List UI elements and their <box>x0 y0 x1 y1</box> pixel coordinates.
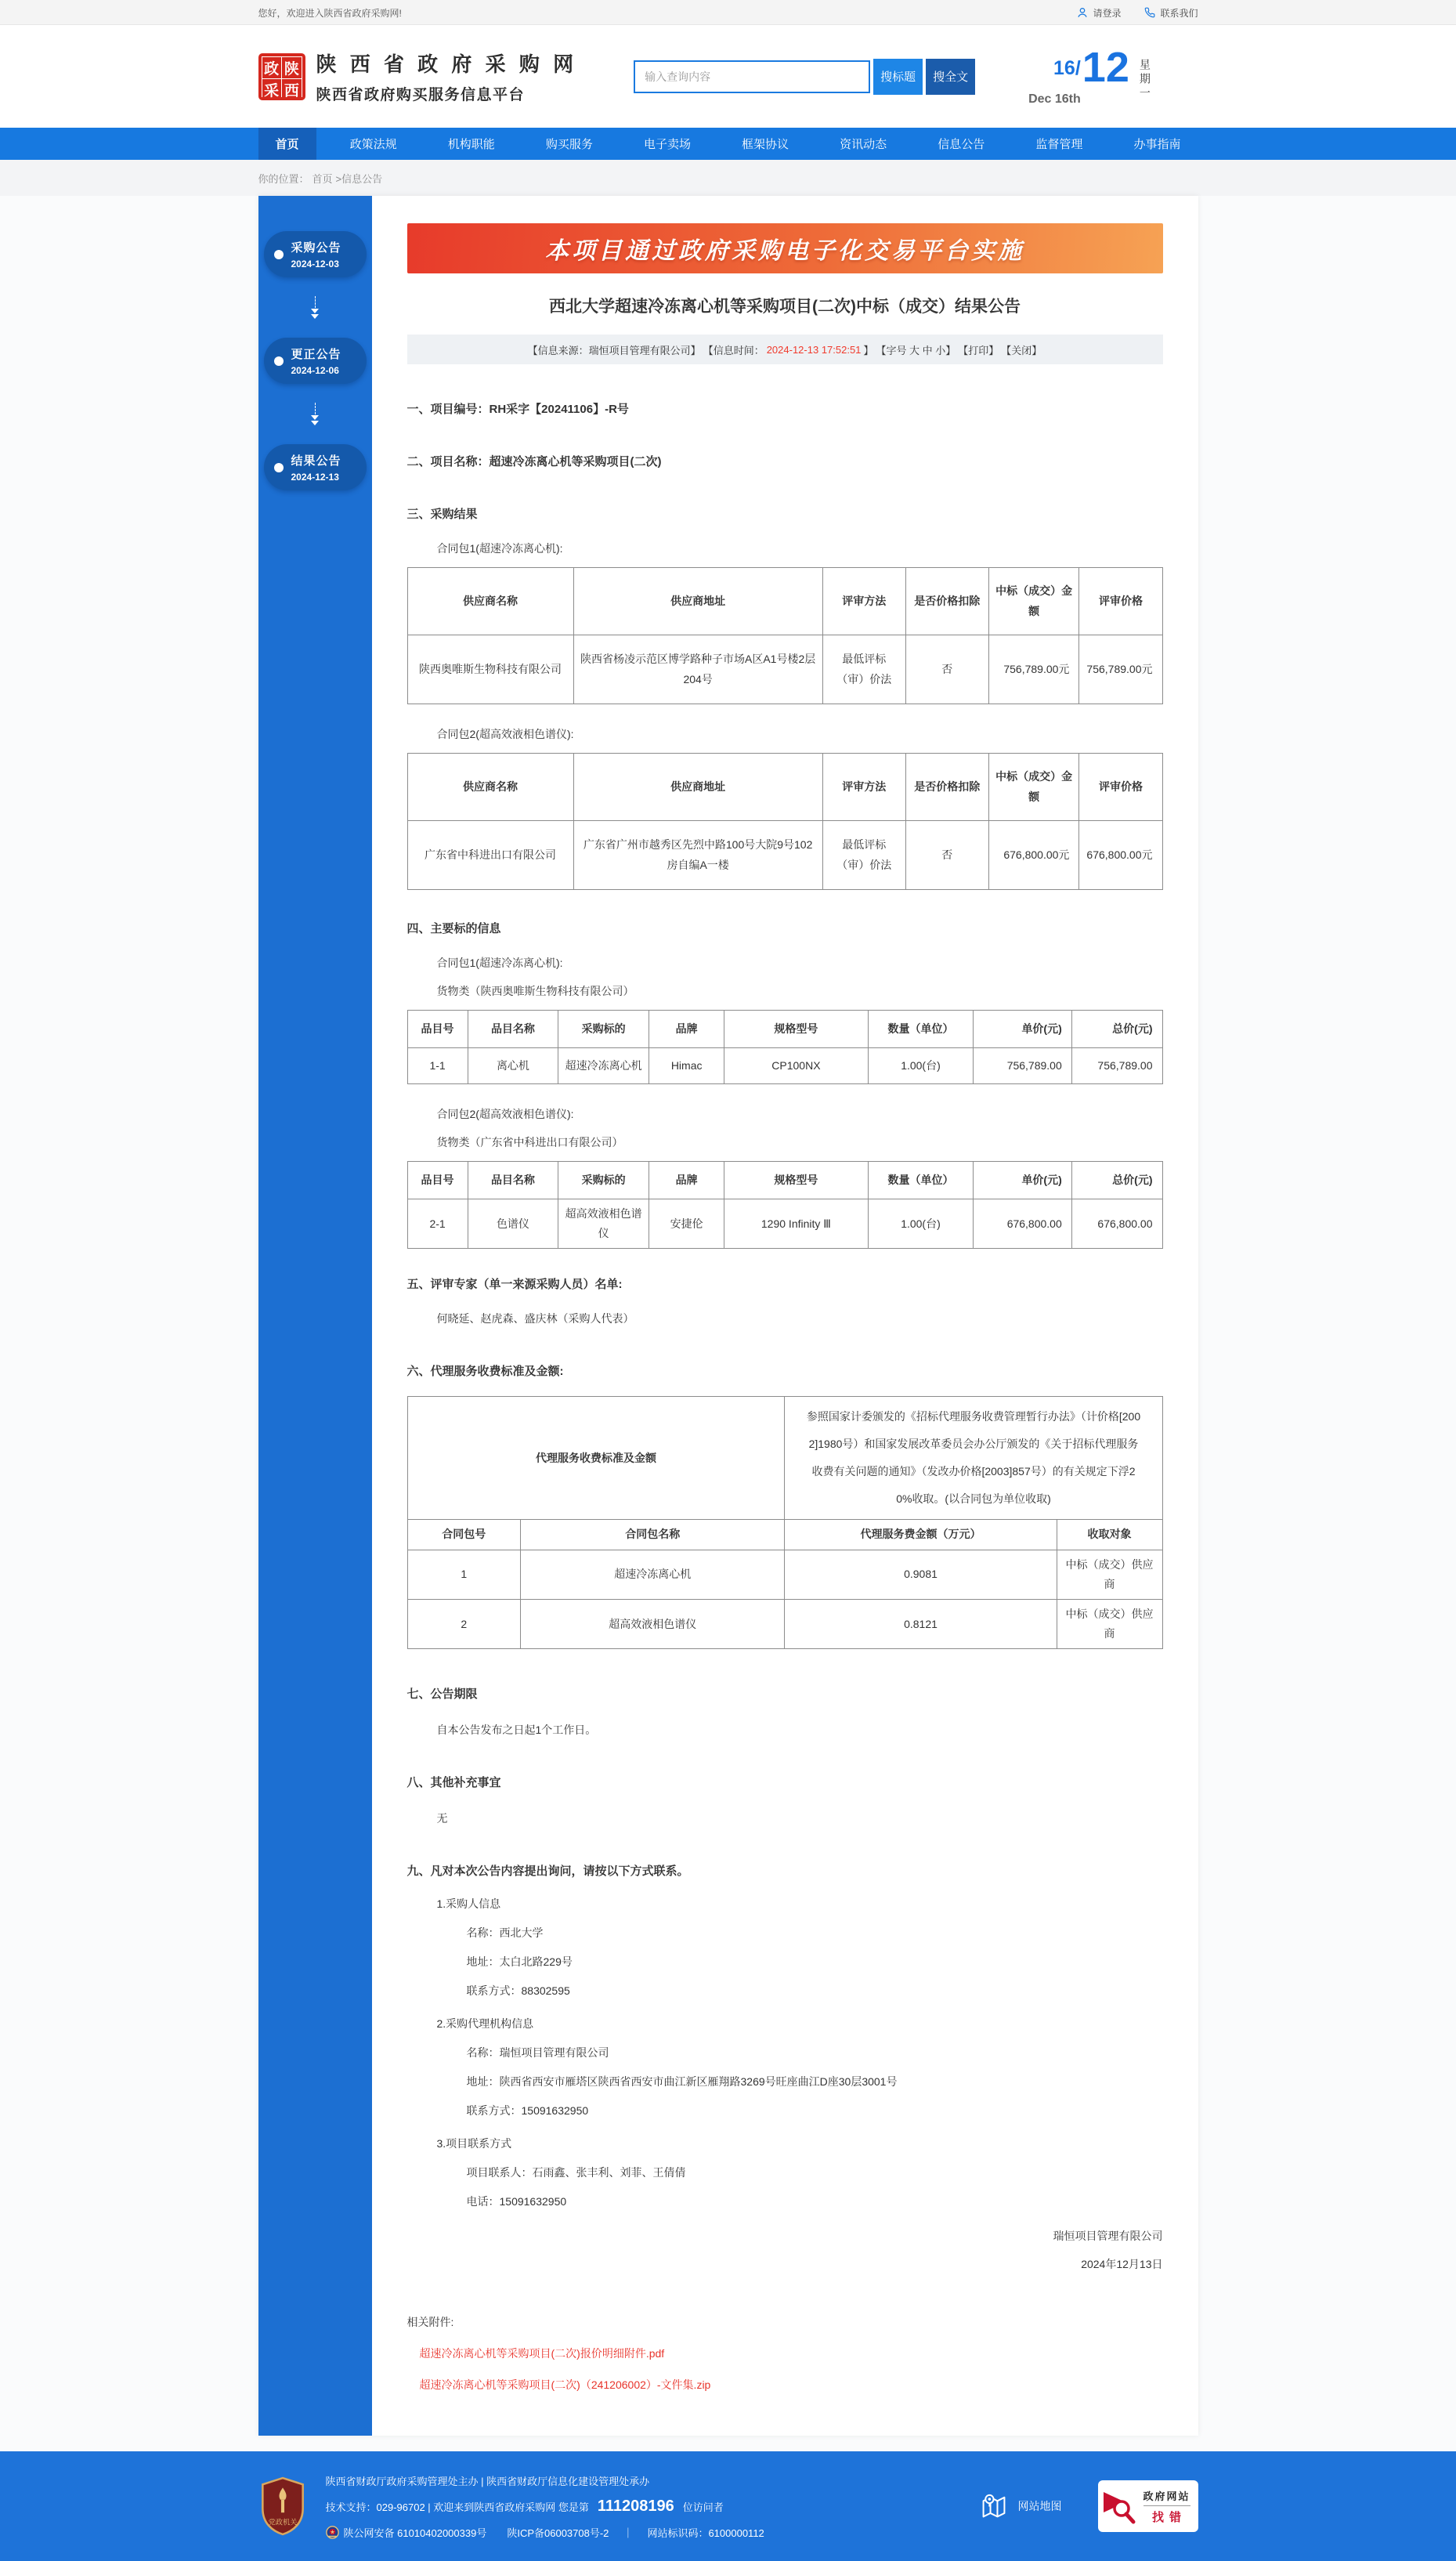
logo-char: 政 <box>262 57 281 78</box>
column-header: 数量（单位） <box>868 1162 974 1199</box>
date-english: Dec 16th <box>1028 92 1081 106</box>
arrow-down-icon <box>307 403 323 425</box>
search-fulltext-button[interactable]: 搜全文 <box>926 59 975 95</box>
topbar <box>0 0 1456 25</box>
welcome-text: 您好，欢迎进入陕西省政府采购网! <box>258 7 402 19</box>
user-icon <box>1077 7 1088 18</box>
date-weekday: 星期一 <box>1138 59 1151 101</box>
timeline-step-date: 2024-12-13 <box>291 472 339 483</box>
table-cell: 否 <box>905 635 988 704</box>
site-header <box>0 25 1456 128</box>
timeline-step-date: 2024-12-03 <box>291 259 339 269</box>
package2-label: 合同包2(超高效液相色谱仪): <box>436 728 574 740</box>
experts-list: 何晓延、赵虎森、盛庆林（采购人代表） <box>436 1312 634 1326</box>
phone-icon <box>1144 7 1155 18</box>
police-badge-icon <box>326 2526 339 2539</box>
column-header: 规格型号 <box>724 1011 868 1048</box>
breadcrumb-prefix: 你的位置： <box>258 172 309 185</box>
table-cell: 756,789.00 <box>974 1048 1071 1084</box>
logo-seal <box>258 53 305 100</box>
nav-item-framework[interactable]: 框架协议 <box>742 138 789 151</box>
platform-banner: 本项目通过政府采购电子化交易平台实施 <box>407 223 1163 273</box>
sitemap-link[interactable] <box>979 2491 1062 2521</box>
table-cell: 676,800.00元 <box>1079 821 1162 890</box>
info-source: 【信息来源：瑞恒项目管理有限公司】 <box>527 344 701 356</box>
column-header: 单价(元) <box>974 1162 1071 1199</box>
other-matters-text: 无 <box>436 1812 448 1825</box>
column-header: 合同包号 <box>407 1520 521 1550</box>
visitor-count: 111208196 <box>597 2497 674 2515</box>
sitemap-label: 网站地图 <box>1017 2500 1062 2513</box>
table-cell: 超高效液相色谱仪 <box>521 1599 785 1648</box>
timeline-sidebar <box>258 196 372 2436</box>
column-header: 品目号 <box>407 1162 468 1199</box>
signature-date: 2024年12月13日 <box>1081 2258 1163 2271</box>
agency-name: 名称：瑞恒项目管理有限公司 <box>466 2046 609 2060</box>
attachment-link-pdf[interactable]: 超速冷冻离心机等采购项目(二次)报价明细附件.pdf <box>419 2347 665 2360</box>
badge-line2: 找错 <box>1151 2510 1187 2524</box>
section-4-heading: 四、主要标的信息 <box>406 922 501 935</box>
table-cell: CP100NX <box>724 1048 868 1084</box>
agency-address: 地址：陕西省西安市雁塔区陕西省西安市曲江新区雁翔路3269号旺座曲江D座30层3001号 <box>466 2075 898 2089</box>
table-cell: 安捷伦 <box>649 1199 724 1249</box>
info-time-suffix: 】 <box>863 344 874 356</box>
column-header: 采购标的 <box>558 1011 649 1048</box>
footer-support-suffix: 位访问者 <box>682 2501 724 2513</box>
column-header: 品目名称 <box>468 1011 558 1048</box>
column-header: 供应商名称 <box>407 754 573 821</box>
table-cell: 0.9081 <box>785 1550 1057 1599</box>
sitemap-map-icon <box>979 2491 1009 2521</box>
print-button[interactable]: 【打印】 <box>958 344 999 356</box>
table-row <box>407 1048 1162 1084</box>
items-table-package1 <box>407 1010 1163 1084</box>
table-cell: 676,800.00 <box>1071 1199 1162 1249</box>
timeline-step-purchase-notice[interactable] <box>264 231 367 277</box>
table-cell: 超速冷冻离心机 <box>521 1550 785 1599</box>
nav-item-functions[interactable]: 机构职能 <box>447 138 495 151</box>
agency-fee-table <box>407 1396 1163 1649</box>
table-row <box>407 821 1162 890</box>
fee-standard-label: 代理服务收费标准及金额 <box>407 1397 785 1520</box>
contact-link[interactable] <box>1144 6 1198 20</box>
section-6-heading: 六、代理服务收费标准及金额: <box>406 1365 564 1379</box>
table-row <box>407 1599 1162 1648</box>
table-cell: Himac <box>649 1048 724 1084</box>
government-emblem-icon <box>258 2476 307 2536</box>
main-nav <box>0 128 1456 160</box>
column-header: 评审价格 <box>1079 754 1162 821</box>
column-header: 规格型号 <box>724 1162 868 1199</box>
purchaser-address: 地址：太白北路229号 <box>466 1955 573 1969</box>
table-cell: 超高效液相色谱仪 <box>558 1199 649 1249</box>
purchaser-phone: 联系方式：88302595 <box>466 1984 570 1998</box>
items-table-package2 <box>407 1161 1163 1249</box>
footer-divider: ｜ <box>623 2527 634 2539</box>
footer-support-prefix: 技术支持：029-96702 | 欢迎来到陕西省政府采购网 您是第 <box>325 2501 589 2513</box>
project-contacts: 项目联系人：石雨鑫、张丰利、刘菲、王倩倩 <box>466 2166 686 2179</box>
package2-label-s4: 合同包2(超高效液相色谱仪): <box>436 1108 574 1120</box>
table-cell: 1.00(台) <box>868 1199 974 1249</box>
fee-standard-description: 参照国家计委颁发的《招标代理服务收费管理暂行办法》（计价格[2002]1980号）和国家发展改革委员会办公厅颁发的《关于招标代理服务收费有关问题的通知》（发改办价格[2003]857号）的有关规定下浮20%收取。(以合同包为单位收取) <box>785 1397 1162 1520</box>
table-cell: 中标（成交）供应商 <box>1057 1599 1162 1648</box>
contact-label: 联系我们 <box>1160 7 1198 19</box>
column-header: 品牌 <box>649 1162 724 1199</box>
article-meta-bar <box>407 335 1163 364</box>
column-header: 采购标的 <box>558 1162 649 1199</box>
column-header: 供应商地址 <box>573 754 822 821</box>
table-cell: 陕西奥唯斯生物科技有限公司 <box>407 635 573 704</box>
timeline-step-result-notice[interactable] <box>264 444 367 490</box>
font-size-control[interactable]: 【字号 大 中 小】 <box>876 344 956 356</box>
nav-item-emall[interactable]: 电子卖场 <box>643 138 691 151</box>
column-header: 中标（成交）金额 <box>988 568 1079 635</box>
column-header: 合同包名称 <box>521 1520 785 1550</box>
breadcrumb-current: >信息公告 <box>335 172 383 185</box>
content-panel <box>258 196 1198 2436</box>
emblem-text: 党政机关 <box>268 2518 297 2527</box>
site-logo[interactable] <box>258 49 578 104</box>
badge-divider <box>1143 2505 1190 2506</box>
timeline-step-label: 采购公告 <box>291 241 341 255</box>
column-header: 供应商名称 <box>407 568 573 635</box>
nav-item-home[interactable]: 首页 <box>258 128 316 160</box>
table-cell: 1.00(台) <box>868 1048 974 1084</box>
column-header: 是否价格扣除 <box>905 754 988 821</box>
table-row <box>407 635 1162 704</box>
column-header: 收取对象 <box>1057 1520 1162 1550</box>
section-5-heading: 五、评审专家（单一来源采购人员）名单: <box>406 1278 623 1292</box>
column-header: 评审方法 <box>822 754 905 821</box>
nav-item-purchase-service[interactable]: 购买服务 <box>545 138 593 151</box>
timeline-step-date: 2024-12-06 <box>291 365 339 376</box>
nav-item-guide[interactable]: 办事指南 <box>1133 138 1181 151</box>
category1-label: 货物类（陕西奥唯斯生物科技有限公司） <box>436 985 634 997</box>
column-header: 总价(元) <box>1071 1011 1162 1048</box>
timeline-step-correction-notice[interactable] <box>264 338 367 384</box>
agency-phone: 联系方式：15091632950 <box>466 2104 589 2118</box>
section-8-heading: 八、其他补充事宜 <box>406 1776 501 1790</box>
close-button[interactable]: 【关闭】 <box>1001 344 1042 356</box>
table-cell: 2-1 <box>407 1199 468 1249</box>
column-header: 评审价格 <box>1079 568 1162 635</box>
attachment-link-zip[interactable]: 超速冷冻离心机等采购项目(二次)（241206002）-文件集.zip <box>419 2378 711 2392</box>
column-header: 评审方法 <box>822 568 905 635</box>
package1-label: 合同包1(超速冷冻离心机): <box>436 542 563 555</box>
login-label: 请登录 <box>1093 7 1122 19</box>
table-cell: 676,800.00 <box>974 1199 1071 1249</box>
attachments-label: 相关附件: <box>406 2316 454 2329</box>
table-cell: 756,789.00元 <box>1079 635 1162 704</box>
table-cell: 756,789.00 <box>1071 1048 1162 1084</box>
column-header: 单价(元) <box>974 1011 1071 1048</box>
table-cell: 否 <box>905 821 988 890</box>
table-cell: 1290 Infinity Ⅲ <box>724 1199 868 1249</box>
logo-char: 西 <box>282 79 301 100</box>
info-time-value: 2024-12-13 17:52:51 <box>766 343 862 356</box>
column-header: 数量（单位） <box>868 1011 974 1048</box>
column-header: 总价(元) <box>1071 1162 1162 1199</box>
arrow-down-icon <box>307 296 323 319</box>
column-header: 是否价格扣除 <box>905 568 988 635</box>
website-error-report-badge[interactable] <box>1098 2480 1198 2532</box>
timeline-dot-icon <box>274 250 284 259</box>
table-row <box>407 1199 1162 1249</box>
table-cell: 广东省中科进出口有限公司 <box>407 821 573 890</box>
project-phone: 电话：15091632950 <box>466 2195 567 2208</box>
site-footer <box>0 2451 1456 2561</box>
article-content <box>372 196 1198 2436</box>
info-time-label: 【信息时间： <box>703 344 764 356</box>
login-link[interactable] <box>1077 6 1121 20</box>
date-month: 12 <box>1082 44 1129 91</box>
table-cell: 色谱仪 <box>468 1199 558 1249</box>
table-cell: 1 <box>407 1550 521 1599</box>
logo-char: 陕 <box>282 57 301 78</box>
breadcrumb <box>258 160 1198 196</box>
breadcrumb-strip <box>0 160 1456 196</box>
project-contact-title: 3.项目联系方式 <box>436 2137 512 2150</box>
nav-item-supervision[interactable]: 监督管理 <box>1035 138 1083 151</box>
table-cell: 676,800.00元 <box>988 821 1079 890</box>
search-input[interactable] <box>634 60 870 93</box>
signature-org: 瑞恒项目管理有限公司 <box>1053 2230 1163 2243</box>
date-day: 16/ <box>1053 57 1081 79</box>
signature-block <box>407 2228 1163 2272</box>
column-header: 代理服务费金额（万元） <box>785 1520 1057 1550</box>
footer-beian-police[interactable]: 陕公网安备 61010402000339号 <box>343 2527 487 2539</box>
purchaser-name: 名称：西北大学 <box>466 1926 544 1940</box>
table-cell: 1-1 <box>407 1048 468 1084</box>
table-cell: 2 <box>407 1599 521 1648</box>
table-cell: 最低评标（审）价法 <box>822 635 905 704</box>
nav-item-news[interactable]: 资讯动态 <box>840 138 887 151</box>
table-row <box>407 1550 1162 1599</box>
section-3-heading: 三、采购结果 <box>406 508 478 521</box>
agency-info-title: 2.采购代理机构信息 <box>436 2017 534 2031</box>
column-header: 品目号 <box>407 1011 468 1048</box>
footer-organizer-line: 陕西省财政厅政府采购管理处主办 | 陕西省财政厅信息化建设管理处承办 <box>325 2475 650 2487</box>
purchaser-info-title: 1.采购人信息 <box>436 1897 501 1911</box>
timeline-dot-icon <box>274 356 284 366</box>
package1-label-s4: 合同包1(超速冷冻离心机): <box>436 957 563 969</box>
table-cell: 超速冷冻离心机 <box>558 1048 649 1084</box>
date-widget <box>1028 46 1184 107</box>
section-1-heading: 一、项目编号：RH采字【20241106】-R号 <box>406 403 629 416</box>
main-zone <box>0 196 1456 2451</box>
table-cell: 陕西省杨凌示范区博学路种子市场A区A1号楼2层204号 <box>573 635 822 704</box>
footer-beian-icp[interactable]: 陕ICP备06003708号-2 <box>507 2527 609 2539</box>
supplier-table-package1 <box>407 567 1163 704</box>
timeline-step-label: 更正公告 <box>291 348 341 361</box>
site-title: 陕 西 省 政 府 采 购 网 <box>316 52 578 76</box>
table-cell: 0.8121 <box>785 1599 1057 1648</box>
section-7-heading: 七、公告期限 <box>406 1687 478 1702</box>
nav-item-policy[interactable]: 政策法规 <box>349 138 397 151</box>
footer-site-code: 网站标识码：6100000112 <box>647 2527 764 2539</box>
column-header: 供应商地址 <box>573 568 822 635</box>
error-finder-icon <box>1102 2487 1136 2525</box>
timeline-dot-icon <box>274 463 284 472</box>
table-cell: 中标（成交）供应商 <box>1057 1550 1162 1599</box>
section-2-heading: 二、项目名称：超速冷冻离心机等采购项目(二次) <box>406 455 662 468</box>
search-bar <box>634 59 975 95</box>
breadcrumb-home[interactable]: 首页 <box>312 172 333 185</box>
nav-item-announcements[interactable]: 信息公告 <box>938 138 985 151</box>
search-title-button[interactable]: 搜标题 <box>873 59 923 95</box>
column-header: 中标（成交）金额 <box>988 754 1079 821</box>
column-header: 品牌 <box>649 1011 724 1048</box>
column-header: 品目名称 <box>468 1162 558 1199</box>
table-cell: 离心机 <box>468 1048 558 1084</box>
table-cell: 最低评标（审）价法 <box>822 821 905 890</box>
page-title: 西北大学超速冷冻离心机等采购项目(二次)中标（成交）结果公告 <box>549 298 1021 316</box>
table-cell: 广东省广州市越秀区先烈中路100号大院9号102房自编A一楼 <box>573 821 822 890</box>
category2-label: 货物类（广东省中科进出口有限公司） <box>436 1136 623 1148</box>
logo-char: 采 <box>262 79 281 100</box>
section-9-heading: 九、凡对本次公告内容提出询问，请按以下方式联系。 <box>406 1865 689 1879</box>
notice-period-text: 自本公告发布之日起1个工作日。 <box>436 1724 597 1737</box>
timeline-step-label: 结果公告 <box>291 454 341 468</box>
badge-line1: 政府网站 <box>1143 2490 1190 2502</box>
table-cell: 756,789.00元 <box>988 635 1079 704</box>
supplier-table-package2 <box>407 753 1163 890</box>
site-subtitle: 陕西省政府购买服务信息平台 <box>316 87 526 103</box>
